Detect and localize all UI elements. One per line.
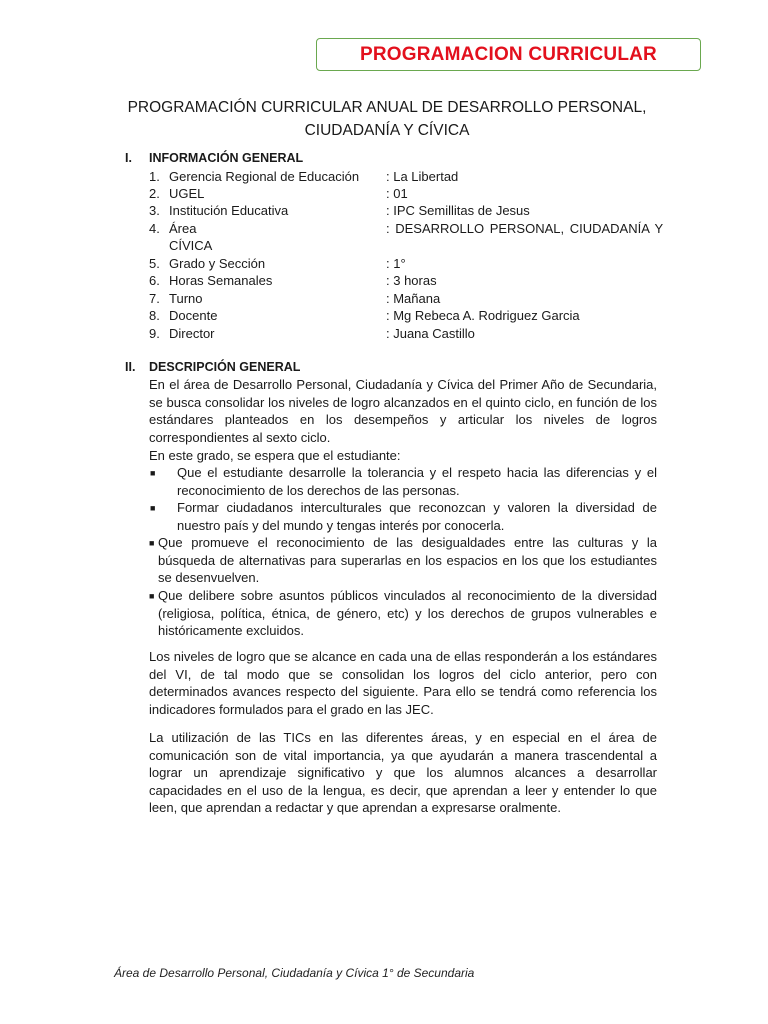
item-value: : La Libertad [386,169,459,184]
intro-paragraph: En el área de Desarrollo Personal, Ciudadanía y Cívica del Primer Año de Secundaria, se busca consolidar los niveles de logro alcanzados en el quinto ciclo, en función de los estándares planteados en los desempeños y articular los niveles de logros correspondientes al sexto ciclo. [149,377,657,445]
bullet-item [150,464,657,499]
title-line-1: PROGRAMACIÓN CURRICULAR ANUAL DE DESARROLLO PERSONAL, [127,99,647,116]
bullet-text: Formar ciudadanos interculturales que reconozcan y valoren la diversidad de nuestro país y del mundo y tengas interés por conocerla. [177,500,657,533]
section-2-number: II. [125,360,136,374]
section-1-heading: INFORMACIÓN GENERAL [149,151,304,165]
item-label: Turno [169,291,203,306]
item-label: Gerencia Regional de Educación [169,169,360,184]
banner-text: PROGRAMACION CURRICULAR [360,43,657,65]
bullet-text: Que promueve el reconocimiento de las desigualdades entre las culturas y la búsqueda de alternativas para superarlas en los espacios en los que los estudiantes se desenvuelven. [158,535,657,586]
bullet-marker-icon: ■ [150,468,156,478]
title-banner [316,38,701,71]
item-value: : Juana Castillo [386,326,475,341]
item-number: 7. [149,291,160,306]
document-title [100,96,674,142]
item-label: Grado y Sección [169,256,266,271]
bullet-text: Que delibere sobre asuntos públicos vinculados al reconocimiento de la diversidad (religiosa, política, étnica, de género, etc) y los derechos de grupos vulnerables e históricamente excluidos. [158,588,657,639]
item-value: : 1° [386,256,406,271]
item-number: 9. [149,326,160,341]
item-label: Institución Educativa [169,203,289,218]
item-number: 4. [149,221,160,236]
item-number: 1. [149,169,160,184]
bullet-marker-icon: ■ [149,591,155,601]
item-value: : Mañana [386,291,441,306]
paragraph-tics: La utilización de las TICs en las diferentes áreas, y en especial en el área de comunicación son de vital importancia, ya que ayudarán a manera trascendental a lograr un aprendizaje significativo y que los alumnos alcances a desarrollar capacidades en el uso de la lengua, es decir, que aprendan a leer y entender lo que leen, que aprendan a redactar y que aprendan a expresarse oralmente. [149,730,657,816]
bullet-text: Que el estudiante desarrolle la tolerancia y el respeto hacia las diferencias y el reconocimiento de los derechos de las personas. [177,465,657,498]
section-2-heading: DESCRIPCIÓN GENERAL [149,360,301,374]
item-number: 6. [149,273,160,288]
item-number: 8. [149,308,160,323]
title-line-2: CIUDADANÍA Y CÍVICA [304,122,470,139]
bullet-marker-icon: ■ [149,538,155,548]
item-label: Área [169,221,197,236]
bullet-marker-icon: ■ [150,503,156,513]
item-number: 3. [149,203,160,218]
item-number: 5. [149,256,160,271]
bullet-item [149,587,657,640]
item-value: : 3 horas [386,273,437,288]
paragraph-levels: Los niveles de logro que se alcance en cada una de ellas responderán a los estándares del VI, de tal modo que se consolidan los logros del ciclo anterior, pero con determinados avances respecto del siguiente. Para ello se tendrá como referencia los indicadores formulados para el grado en las JEC. [149,649,657,717]
item-number: 2. [149,186,160,201]
item-value: : 01 [386,186,408,201]
item-label: UGEL [169,186,205,201]
item-label: Horas Semanales [169,273,273,288]
item-value: : Mg Rebeca A. Rodriguez Garcia [386,308,580,323]
bullet-item [150,499,657,534]
item-value: : DESARROLLO PERSONAL, CIUDADANÍA Y [386,221,664,236]
item-value-continuation: CÍVICA [169,238,213,253]
item-value: : IPC Semillitas de Jesus [386,203,530,218]
item-label: Docente [169,308,218,323]
section-1-number: I. [125,151,132,165]
item-label: Director [169,326,215,341]
lead-sentence: En este grado, se espera que el estudiante: [149,448,401,463]
bullet-item [149,534,657,587]
page-footer: Área de Desarrollo Personal, Ciudadanía y Cívica 1° de Secundaria [114,966,475,980]
